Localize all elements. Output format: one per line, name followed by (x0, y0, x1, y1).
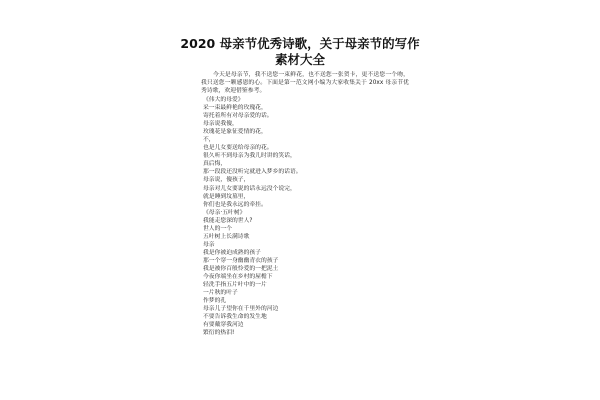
poem-line: 五叶树上长满诗歌 (203, 233, 250, 240)
poem-line: 母亲说，傻孩子， (203, 177, 250, 184)
poem-line: 母亲说我傻， (203, 121, 238, 128)
poem-line: 真后悔， (203, 161, 227, 168)
poem-line: 玫瑰花是象征爱情的花， (203, 129, 267, 136)
poem-lines (203, 96, 403, 337)
poem-line: 不要告诉我生命的发生地 (203, 314, 267, 321)
poem-line: 繁衍的热泪! (203, 330, 235, 337)
poem-line: 世人的一个 (203, 225, 232, 232)
poem-line: 我是你被迫成熟的孩子 (203, 249, 261, 256)
poem-line: 很久听不到母亲为我儿时讲的笑话， (203, 153, 296, 160)
poem-line: 母亲 (203, 241, 215, 248)
poem-line: 寄托着所有对母亲爱的话。 (203, 113, 273, 120)
poem-line: 你们也是我永远的牵挂。 (203, 201, 267, 208)
poem-line: 《母亲·五叶树》 (203, 209, 246, 216)
poem-line: 一片秋的叶子 (203, 290, 238, 297)
poem-line: 就是睡到坟墓里， (203, 193, 250, 200)
poem-line: 母亲儿子望你在千里外的河边 (203, 306, 279, 313)
poem-line: 不， (203, 137, 215, 144)
poem-line: 那一个穿一身幽幽青衣的孩子 (203, 257, 279, 264)
poem-line: 采一束最鲜艳的玫瑰花， (203, 105, 267, 112)
document-title: 2020 母亲节优秀诗歌，关于母亲节的写作素材大全 (180, 36, 420, 67)
poem-line: 《伟大的母爱》 (203, 97, 244, 103)
poem-line: 作梦的孔 (203, 298, 227, 305)
poem-line: 我是被你百般怜爱的一把泥土 (203, 265, 279, 272)
poem-line: 也是儿女要送给母亲的花。 (203, 145, 273, 152)
poem-line: 母亲对儿女要说的话永远没个说完， (203, 185, 296, 192)
poem-line: 有要戴穿我河边 (203, 322, 244, 329)
poem-line: 我能走您深的世人? (203, 217, 253, 224)
poem-line: 今夜你端坐在乡村的屋檐下 (203, 274, 273, 281)
poem-line: 轻洗手指五片叶中的一片 (203, 282, 267, 289)
intro-paragraph: 今天是母亲节，我不送您一束鲜花，也不送您一张贺卡，更不送您一个吻，我只送您一颗感恩的心。下面是第一范文网小编为大家收集关于 20xx 母亲节优秀诗歌，欢迎借鉴参考。 (201, 72, 409, 94)
poem-line: 那一段段还没听完就进入梦乡的话语。 (203, 169, 302, 176)
